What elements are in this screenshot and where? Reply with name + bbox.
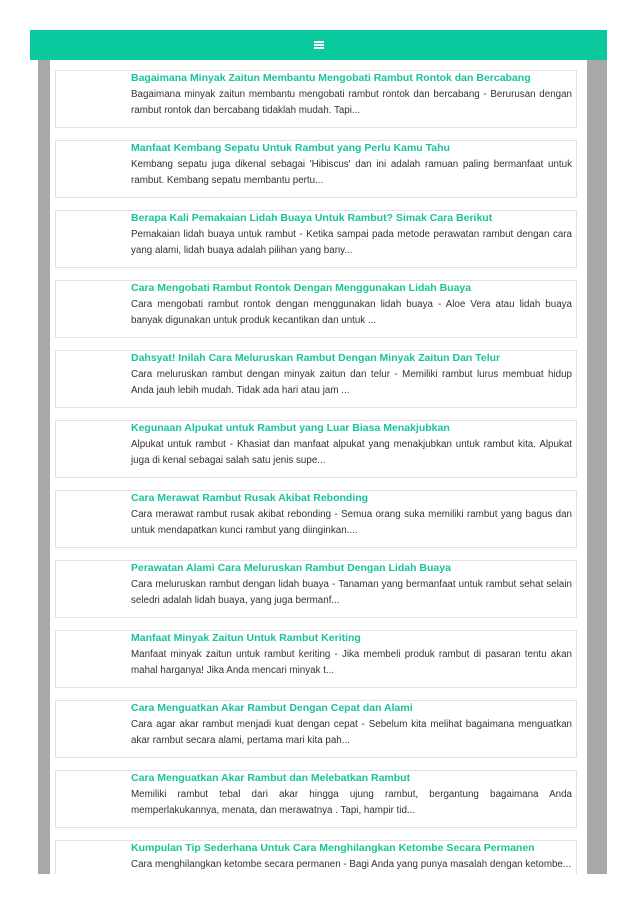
hamburger-menu-icon[interactable] <box>314 41 324 49</box>
article-excerpt: Manfaat minyak zaitun untuk rambut keriting - Jika membeli produk rambut di pasaran tentu akan mahal harganya! Jika Anda mencari minyak t... <box>131 649 572 676</box>
article-thumbnail[interactable] <box>56 561 131 617</box>
article-excerpt: Cara merawat rambut rusak akibat rebonding - Semua orang suka memiliki rambut yang bagus dan untuk mendapatkan kunci rambut yang diinginkan.... <box>131 509 572 536</box>
article-title-link[interactable]: Cara Menguatkan Akar Rambut dan Melebatkan Rambut <box>131 772 411 784</box>
article-thumbnail[interactable] <box>56 281 131 337</box>
article-excerpt: Kembang sepatu juga dikenal sebagai 'Hibiscus' dan ini adalah ramuan paling bermanfaat untuk rambut. Kembang sepatu membantu pertu... <box>131 159 572 186</box>
article-card[interactable] <box>55 840 577 874</box>
article-title-link[interactable]: Bagaimana Minyak Zaitun Membantu Mengobati Rambut Rontok dan Bercabang <box>131 72 531 84</box>
article-excerpt: Cara agar akar rambut menjadi kuat dengan cepat - Sebelum kita melihat bagaimana menguatkan akar rambut secara alami, pertama mari kita pah... <box>131 719 572 746</box>
article-excerpt: Cara meluruskan rambut dengan lidah buaya - Tanaman yang bermanfaat untuk rambut sehat selain seledri adalah lidah buaya, yang juga bermanf... <box>131 579 572 606</box>
article-excerpt: Alpukat untuk rambut - Khasiat dan manfaat alpukat yang menakjubkan untuk rambut kita. Alpukat juga di kenal sebagai salah satu jenis supe... <box>131 439 572 466</box>
article-thumbnail[interactable] <box>56 491 131 547</box>
article-thumbnail[interactable] <box>56 421 131 477</box>
article-title-link[interactable]: Kegunaan Alpukat untuk Rambut yang Luar Biasa Menakjubkan <box>131 422 450 434</box>
content-frame <box>38 60 607 874</box>
article-title-link[interactable]: Perawatan Alami Cara Meluruskan Rambut Dengan Lidah Buaya <box>131 562 451 574</box>
article-thumbnail[interactable] <box>56 351 131 407</box>
article-excerpt: Pemakaian lidah buaya untuk rambut - Ketika sampai pada metode perawatan rambut dengan cara yang alami, lidah buaya adalah pilihan yang bany... <box>131 229 572 256</box>
top-navigation-bar <box>30 30 607 60</box>
article-card[interactable] <box>55 630 577 688</box>
article-card[interactable] <box>55 770 577 828</box>
article-title-link[interactable]: Manfaat Minyak Zaitun Untuk Rambut Keriting <box>131 632 361 644</box>
article-title-link[interactable]: Cara Mengobati Rambut Rontok Dengan Menggunakan Lidah Buaya <box>131 282 472 294</box>
article-card[interactable] <box>55 490 577 548</box>
article-list <box>50 60 587 874</box>
article-card[interactable] <box>55 70 577 128</box>
article-thumbnail[interactable] <box>56 71 131 127</box>
article-thumbnail[interactable] <box>56 701 131 757</box>
article-title-link[interactable]: Manfaat Kembang Sepatu Untuk Rambut yang Perlu Kamu Tahu <box>131 142 450 154</box>
article-excerpt: Memiliki rambut tebal dari akar hingga ujung rambut, bergantung bagaimana Anda memperlakukannya, menata, dan merawatnya . Tapi, hampir tid... <box>131 789 572 816</box>
article-title-link[interactable]: Cara Menguatkan Akar Rambut Dengan Cepat dan Alami <box>131 702 413 714</box>
article-thumbnail[interactable] <box>56 141 131 197</box>
article-card[interactable] <box>55 280 577 338</box>
article-thumbnail[interactable] <box>56 211 131 267</box>
article-card[interactable] <box>55 210 577 268</box>
article-card[interactable] <box>55 700 577 758</box>
article-title-link[interactable]: Dahsyat! Inilah Cara Meluruskan Rambut Dengan Minyak Zaitun Dan Telur <box>131 352 501 364</box>
article-thumbnail[interactable] <box>56 631 131 687</box>
article-thumbnail[interactable] <box>56 771 131 827</box>
article-card[interactable] <box>55 140 577 198</box>
article-excerpt: Cara menghilangkan ketombe secara permanen - Bagi Anda yang punya masalah dengan ketombe... <box>131 859 572 870</box>
article-card[interactable] <box>55 560 577 618</box>
article-thumbnail[interactable] <box>56 841 131 874</box>
article-excerpt: Cara meluruskan rambut dengan minyak zaitun dan telur - Memiliki rambut lurus membuat hidup Anda jauh lebih mudah. Tidak ada hari atau jam ... <box>131 369 572 396</box>
article-title-link[interactable]: Berapa Kali Pemakaian Lidah Buaya Untuk Rambut? Simak Cara Berikut <box>131 212 493 224</box>
article-excerpt: Cara mengobati rambut rontok dengan menggunakan lidah buaya - Aloe Vera atau lidah buaya banyak digunakan untuk produk kecantikan dan untuk ... <box>131 299 572 326</box>
article-excerpt: Bagaimana minyak zaitun membantu mengobati rambut rontok dan bercabang - Berurusan dengan rambut rontok dan bercabang tidaklah mudah. Tapi... <box>131 89 572 116</box>
article-title-link[interactable]: Kumpulan Tip Sederhana Untuk Cara Menghilangkan Ketombe Secara Permanen <box>131 842 535 854</box>
article-card[interactable] <box>55 420 577 478</box>
article-title-link[interactable]: Cara Merawat Rambut Rusak Akibat Rebonding <box>131 492 369 504</box>
article-card[interactable] <box>55 350 577 408</box>
